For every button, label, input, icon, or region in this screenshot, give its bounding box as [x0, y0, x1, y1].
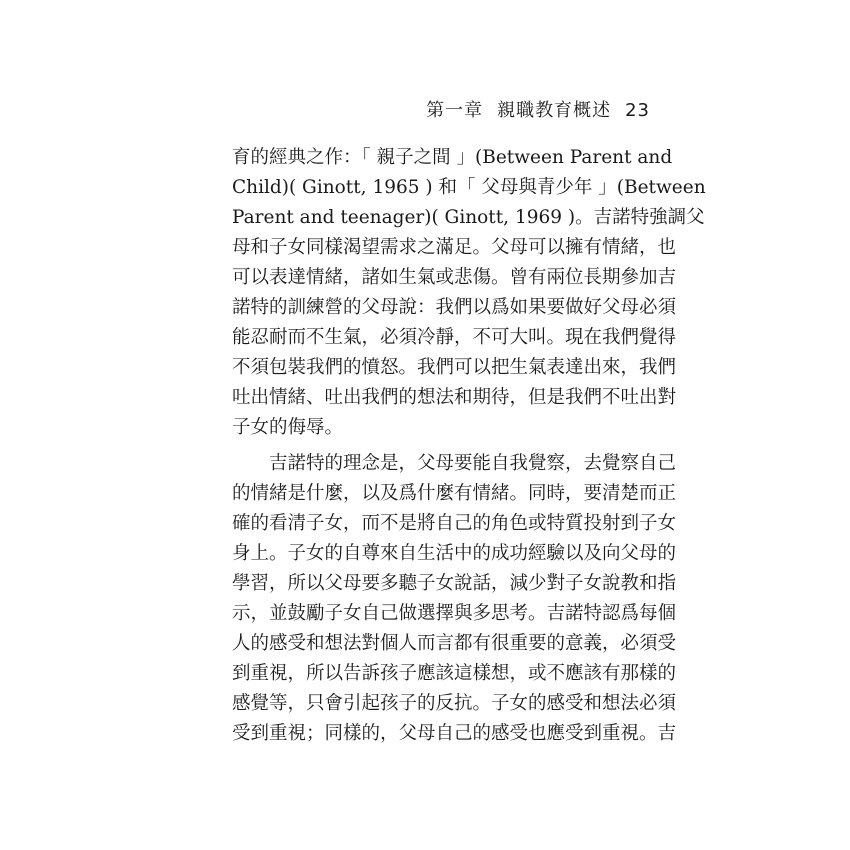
text-line: 吐出情緒、吐出我們的想法和期待，但是我們不吐出對	[232, 387, 677, 408]
text-line: Child)( Ginott, 1965 ) 和「 父母與青少年 」(Between	[232, 177, 706, 198]
text-line: 學習，所以父母要多聽子女說話，減少對子女說教和指	[232, 573, 677, 594]
text-line: 母和子女同樣渴望需求之滿足。父母可以擁有情緒，也	[232, 237, 677, 258]
text-line: 示，並鼓勵子女自己做選擇與多思考。吉諾特認爲每個	[232, 603, 677, 624]
text-line: 能忍耐而不生氣，必須冷靜，不可大叫。現在我們覺得	[232, 327, 677, 348]
text-line: 確的看清子女，而不是將自己的角色或特質投射到子女	[232, 513, 677, 534]
text-line: 到重視，所以告訴孩子應該這樣想，或不應該有那樣的	[232, 663, 677, 684]
page-number: 23	[625, 100, 650, 121]
text-line: 不須包裝我們的憤怒。我們可以把生氣表達出來，我們	[232, 357, 677, 378]
text-line: 諾特的訓練營的父母說：我們以爲如果要做好父母必須	[232, 297, 677, 318]
text-line: 受到重視；同樣的，父母自己的感受也應受到重視。吉	[232, 723, 677, 744]
text-line: 子女的侮辱。	[232, 417, 344, 438]
body-text	[232, 143, 706, 749]
paragraph-2	[232, 449, 677, 749]
text-line: Parent and teenager)( Ginott, 1969 )。吉諾特強調父	[232, 207, 705, 228]
paragraph-1	[232, 143, 706, 443]
chapter-title: 親職教育概述	[497, 100, 612, 121]
chapter-label: 第一章	[426, 100, 484, 121]
running-header	[426, 96, 650, 122]
text-line: 可以表達情緒，諸如生氣或悲傷。曾有兩位長期參加吉	[232, 267, 677, 288]
text-line: 的情緒是什麼，以及爲什麼有情緒。同時，要清楚而正	[232, 483, 677, 504]
text-line: 人的感受和想法對個人而言都有很重要的意義，必須受	[232, 633, 677, 654]
text-line: 身上。子女的自尊來自生活中的成功經驗以及向父母的	[232, 543, 677, 564]
text-line: 吉諾特的理念是，父母要能自我覺察，去覺察自己	[232, 453, 677, 474]
text-line: 育的經典之作：「 親子之間 」(Between Parent and	[232, 147, 673, 168]
text-line: 感覺等，只會引起孩子的反抗。子女的感受和想法必須	[232, 693, 677, 714]
